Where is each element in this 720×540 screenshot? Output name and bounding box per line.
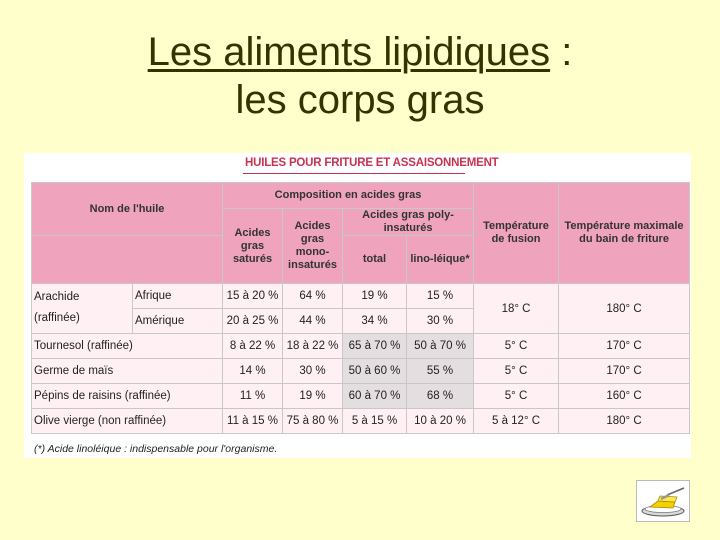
title-subtitle: les corps gras	[235, 78, 485, 122]
origin-afrique: Afrique	[133, 284, 223, 309]
melting-mais: 5° C	[474, 359, 559, 384]
melting-olive: 5 à 12° C	[474, 409, 559, 434]
arachide-sub: (raffinée)	[34, 312, 80, 324]
total-tournesol: 65 à 70 %	[343, 334, 407, 359]
origin-amerique: Amérique	[133, 309, 223, 334]
slide-title	[0, 28, 720, 124]
table-heading: HUILES POUR FRITURE ET ASSAISONNEMENT	[245, 157, 499, 169]
table-row	[32, 409, 690, 434]
mono-raisin: 19 %	[283, 384, 343, 409]
mono-olive: 75 à 80 %	[283, 409, 343, 434]
saturated-olive: 11 à 15 %	[223, 409, 283, 434]
table-row	[32, 359, 690, 384]
header-oil-name-spacer	[32, 236, 223, 284]
name-raisin: Pépins de raisins (raffinée)	[32, 384, 223, 409]
oils-table	[31, 182, 690, 434]
scanned-table-sheet	[24, 153, 691, 458]
table-row	[32, 334, 690, 359]
heading-underline	[243, 173, 465, 174]
header-composition: Composition en acides gras	[223, 183, 474, 209]
name-tournesol: Tournesol (raffinée)	[32, 334, 223, 359]
linoleic-amerique: 30 %	[407, 309, 474, 334]
header-melting: Température de fusion	[474, 183, 559, 284]
header-mono: Acides gras mono-insaturés	[283, 209, 343, 284]
max-olive: 180° C	[559, 409, 690, 434]
linoleic-tournesol: 50 à 70 %	[407, 334, 474, 359]
total-mais: 50 à 60 %	[343, 359, 407, 384]
melting-raisin: 5° C	[474, 384, 559, 409]
header-oil-name: Nom de l'huile	[32, 183, 223, 236]
mono-amerique: 44 %	[283, 309, 343, 334]
max-raisin: 160° C	[559, 384, 690, 409]
linoleic-afrique: 15 %	[407, 284, 474, 309]
total-afrique: 19 %	[343, 284, 407, 309]
title-suffix: :	[550, 30, 573, 74]
max-tournesol: 170° C	[559, 334, 690, 359]
butter-dish-icon	[636, 480, 690, 522]
max-arachide: 180° C	[559, 284, 690, 334]
header-poly-total: total	[343, 236, 407, 284]
arachide-cell	[32, 284, 133, 334]
total-amerique: 34 %	[343, 309, 407, 334]
total-raisin: 60 à 70 %	[343, 384, 407, 409]
linoleic-mais: 55 %	[407, 359, 474, 384]
table-row	[32, 384, 690, 409]
saturated-raisin: 11 %	[223, 384, 283, 409]
table-row	[32, 284, 690, 309]
name-olive: Olive vierge (non raffinée)	[32, 409, 223, 434]
mono-mais: 30 %	[283, 359, 343, 384]
header-saturated: Acides gras saturés	[223, 209, 283, 284]
footnote: (*) Acide linoléique : indispensable pour l'organisme.	[34, 443, 278, 455]
arachide-label: Arachide	[34, 291, 80, 303]
header-poly-linoleic: lino-léique*	[407, 236, 474, 284]
title-main: Les aliments lipidiques	[147, 30, 551, 74]
saturated-mais: 14 %	[223, 359, 283, 384]
saturated-afrique: 15 à 20 %	[223, 284, 283, 309]
total-olive: 5 à 15 %	[343, 409, 407, 434]
saturated-tournesol: 8 à 22 %	[223, 334, 283, 359]
max-mais: 170° C	[559, 359, 690, 384]
melting-tournesol: 5° C	[474, 334, 559, 359]
name-mais: Germe de maïs	[32, 359, 223, 384]
linoleic-olive: 10 à 20 %	[407, 409, 474, 434]
melting-arachide: 18° C	[474, 284, 559, 334]
header-poly: Acides gras poly-insaturés	[343, 209, 474, 236]
mono-tournesol: 18 à 22 %	[283, 334, 343, 359]
saturated-amerique: 20 à 25 %	[223, 309, 283, 334]
linoleic-raisin: 68 %	[407, 384, 474, 409]
header-max-temp: Température maximale du bain de friture	[559, 183, 690, 284]
mono-afrique: 64 %	[283, 284, 343, 309]
